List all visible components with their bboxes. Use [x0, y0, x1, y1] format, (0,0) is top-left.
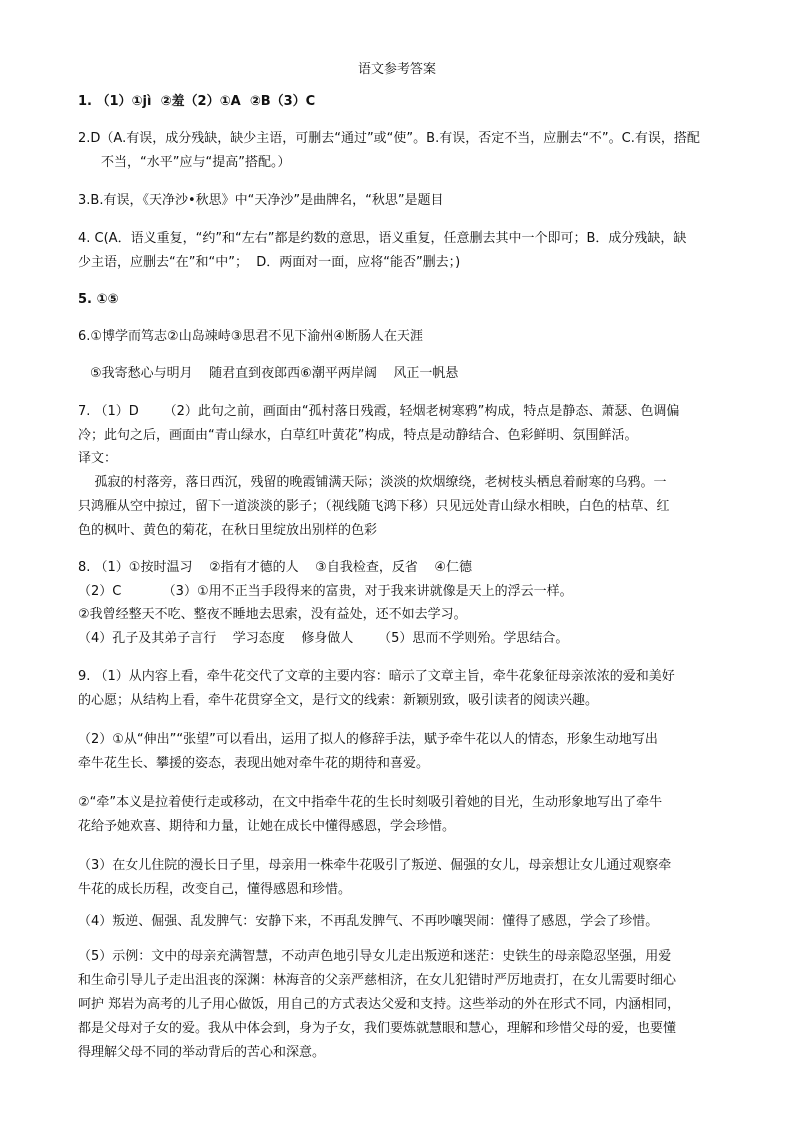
answer-9-4: （4）叛逆、倔强、乱发脾气：安静下来，不再乱发脾气、不再吵嚷哭闹：懂得了感恩，学会了珍惜。 [78, 914, 659, 929]
answer-4-line-2: 少主语，应删去“在”和“中”； D．两面对一面，应将“能否”删去；) [78, 255, 461, 270]
answer-9-2-line-2: 牵牛花生长、攀援的姿态，表现出她对牵牛花的期待和喜爱。 [78, 756, 430, 771]
answer-4-line-1: 4. C(A．语义重复，“约”和“左右”都是约数的意思，语义重复，任意删去其中一个即可；B．成分残缺，缺 [78, 231, 687, 246]
translation-line-2: 只鸿雁从空中掠过，留下一道淡淡的影子；（视线随飞鸿下移）只见远处青山绿水相映，白色的枯草、红 [78, 499, 670, 514]
answer-9-5-line-1: （5）示例：文中的母亲充满智慧，不动声色地引导女儿走出叛逆和迷茫：史铁生的母亲隐忍坚强，用爱 [78, 949, 672, 964]
answer-2-line-1: 2.D（A.有误，成分残缺，缺少主语，可删去“通过”或“使”。B.有误，否定不当，应删去“不”。C.有误，搭配 [78, 131, 700, 146]
answer-7-line-2: 冷；此句之后，画面由“青山绿水，白草红叶黄花”构成，特点是动静结合、色彩鲜明、氛围鲜活。 [78, 428, 638, 443]
answer-6-line-1: 6.①博学而笃志②山岛竦峙③思君不见下渝州④断肠人在天涯 [78, 329, 424, 344]
translation-line-1: 孤寂的村落旁，落日西沉，残留的晚霞铺满天际；淡淡的炊烟缭绕，老树枝头栖息着耐寒的乌鸦。一 [78, 475, 667, 490]
answer-8-line-1: 8. （1）①按时温习 ②指有才德的人 ③自我检查，反省 ④仁德 [78, 560, 473, 575]
answer-9-1-line-1: 9. （1）从内容上看，牵牛花交代了文章的主要内容：暗示了文章主旨，牵牛花象征母亲浓浓的爱和美好 [78, 669, 675, 684]
answer-9-5-line-5: 得理解父母不同的举动背后的苦心和深意。 [78, 1045, 326, 1060]
answer-1: 1. （1）①jì ②羞（2）①A ②B（3）C [78, 94, 316, 109]
answer-8-line-3: ②我曾经整天不吃、整夜不睡地去思索，没有益处，还不如去学习。 [78, 607, 467, 622]
answer-8-line-2: （2）C （3）①用不正当手段得来的富贵，对于我来讲就像是天上的浮云一样。 [78, 584, 573, 599]
translation-label: 译文： [78, 451, 118, 466]
answer-6-line-2: ⑤我寄愁心与明月 随君直到夜郎西⑥潮平两岸阔 风正一帆悬 [90, 366, 459, 381]
answer-9-5-line-2: 和生命引导儿子走出沮丧的深渊：林海音的父亲严慈相济，在女儿犯错时严厉地责打，在女儿需要时细心 [78, 973, 677, 988]
answer-9-5-line-4: 都是父母对子女的爱。我从中体会到，身为子女，我们要炼就慧眼和慧心，理解和珍惜父母的爱，也要懂 [78, 1021, 677, 1036]
answer-9-3-line-1: （3）在女儿住院的漫长日子里，母亲用一株牵牛花吸引了叛逆、倔强的女儿，母亲想让女儿通过观察牵 [78, 858, 672, 873]
answer-7-line-1: 7. （1）D （2）此句之前，画面由“孤村落日残霞，轻烟老树寒鸦”构成，特点是静态、萧瑟、色调偏 [78, 404, 680, 419]
page-title: 语文参考答案 [357, 62, 436, 77]
answer-9-2b-line-2: 花给予她欢喜、期待和力量，让她在成长中懂得感恩，学会珍惜。 [78, 819, 456, 834]
answer-8-line-4: （4）孔子及其弟子言行 学习态度 修身做人 （5）思而不学则殆。学思结合。 [78, 631, 569, 646]
answer-9-1-line-2: 的心愿；从结构上看，牵牛花贯穿全文，是行文的线索：新颖别致，吸引读者的阅读兴趣。 [78, 693, 599, 708]
answer-2-line-2: 不当，“水平”应与“提高”搭配。） [101, 155, 291, 170]
answer-9-2b-line-1: ②“牵”本义是拉着使行走或移动，在文中指牵牛花的生长时刻吸引着她的目光，生动形象地写出了牵牛 [78, 795, 663, 810]
answer-5: 5. ①⑤ [78, 292, 119, 307]
answer-9-2-line-1: （2）①从“伸出”“张望”可以看出，运用了拟人的修辞手法，赋予牵牛花以人的情态，形象生动地写出 [78, 732, 658, 747]
answer-3: 3.B.有误，《天净沙•秋思》中“天净沙”是曲牌名，“秋思”是题目 [78, 193, 444, 208]
answer-9-3-line-2: 牛花的成长历程，改变自己，懂得感恩和珍惜。 [78, 882, 352, 897]
translation-line-3: 色的枫叶、黄色的菊花，在秋日里绽放出别样的色彩 [78, 523, 378, 538]
answer-9-5-line-3: 呵护 郑岩为高考的儿子用心做饭，用自己的方式表达父爱和支持。这些举动的外在形式不同，内涵相同， [78, 997, 681, 1012]
